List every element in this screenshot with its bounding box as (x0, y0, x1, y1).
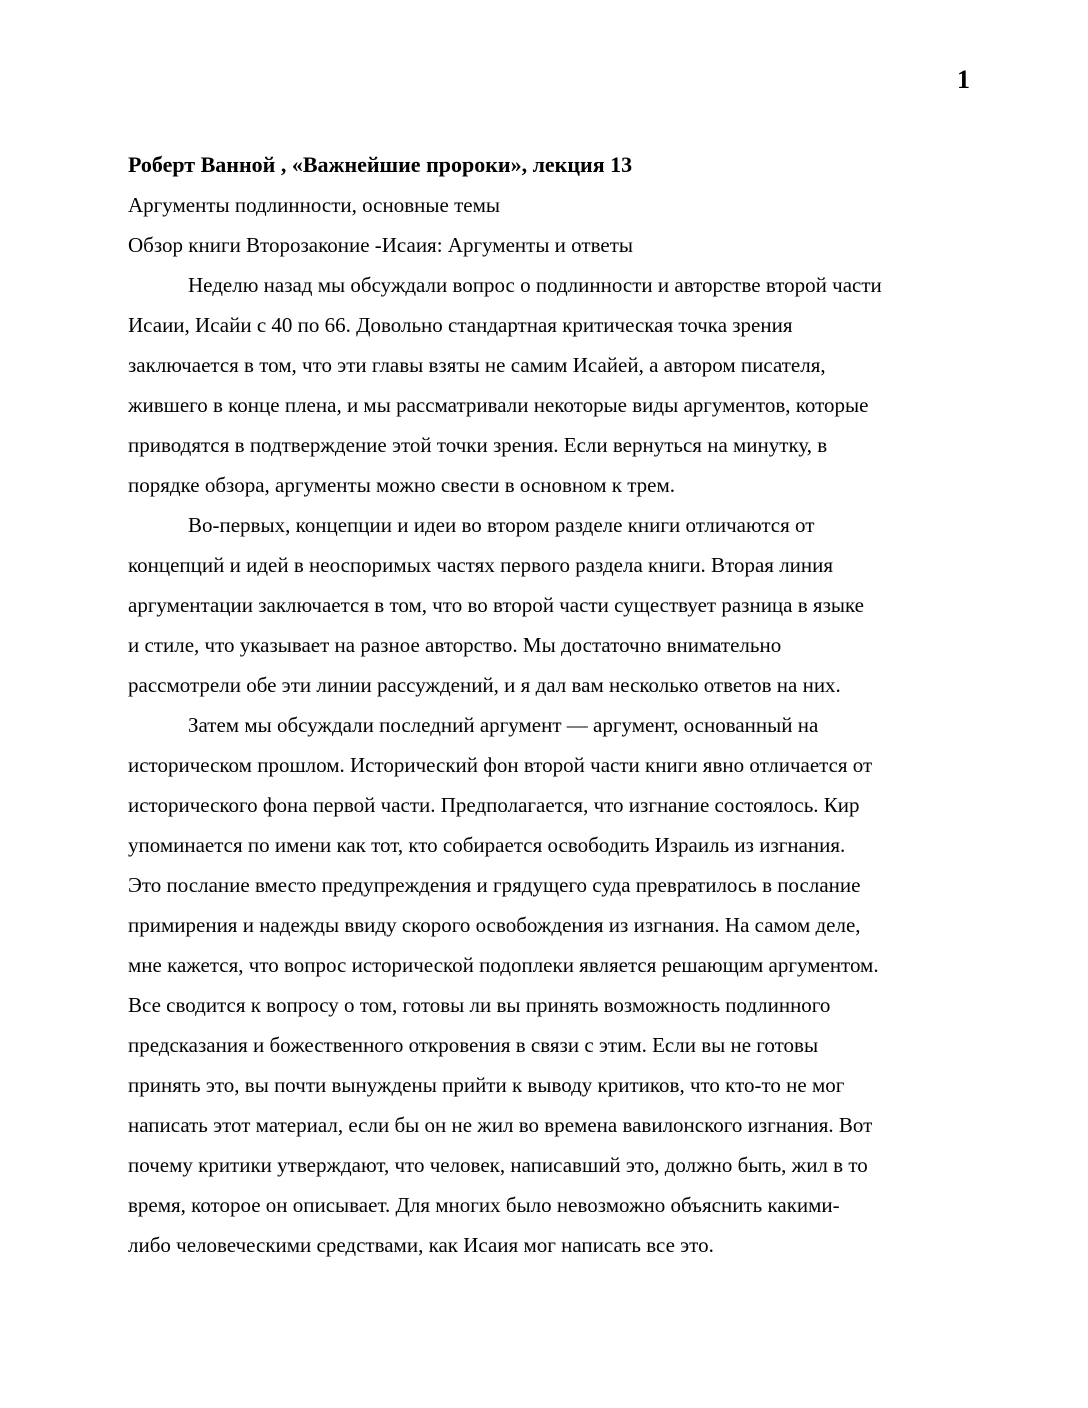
paragraph-1 (128, 265, 963, 505)
subtitle-topics: Аргументы подлинности, основные темы (128, 193, 500, 217)
paragraph-line: почему критики утверждают, что человек, написавший это, должно быть, жил в то (128, 1153, 868, 1177)
paragraph-line: Во-первых, концепции и идеи во втором разделе книги отличаются от (188, 513, 815, 537)
paragraph-line: историческом прошлом. Исторический фон второй части книги явно отличается от (128, 753, 873, 777)
subtitle-overview: Обзор книги Второзаконие -Исаия: Аргументы и ответы (128, 233, 633, 257)
paragraph-line: Исаии, Исайи с 40 по 66. Довольно стандартная критическая точка зрения (128, 313, 793, 337)
paragraph-line: жившего в конце плена, и мы рассматривали некоторые виды аргументов, которые (128, 393, 869, 417)
paragraph-line: мне кажется, что вопрос исторической подоплеки является решающим аргументом. (128, 953, 879, 977)
paragraph-line: написать этот материал, если бы он не жил во времена вавилонского изгнания. Вот (128, 1113, 873, 1137)
paragraph-line: время, которое он описывает. Для многих было невозможно объяснить какими- (128, 1193, 840, 1217)
paragraph-line: порядке обзора, аргументы можно свести в основном к трем. (128, 473, 676, 497)
lecture-title: Роберт Ванной , «Важнейшие пророки», лекция 13 (128, 152, 633, 177)
paragraph-line: исторического фона первой части. Предполагается, что изгнание состоялось. Кир (128, 793, 860, 817)
paragraph-line: предсказания и божественного откровения в связи с этим. Если вы не готовы (128, 1033, 819, 1057)
paragraph-3 (128, 705, 963, 1265)
paragraph-line: примирения и надежды ввиду скорого освобождения из изгнания. На самом деле, (128, 913, 861, 937)
paragraph-line: принять это, вы почти вынуждены прийти к выводу критиков, что кто-то не мог (128, 1073, 845, 1097)
document-content (128, 145, 963, 1265)
paragraph-2 (128, 505, 963, 705)
paragraph-line: Затем мы обсуждали последний аргумент — аргумент, основанный на (188, 713, 819, 737)
paragraph-line: заключается в том, что эти главы взяты не самим Исайей, а автором писателя, (128, 353, 826, 377)
paragraph-line: приводятся в подтверждение этой точки зрения. Если вернуться на минутку, в (128, 433, 828, 457)
paragraph-line: Это послание вместо предупреждения и грядущего суда превратилось в послание (128, 873, 861, 897)
paragraph-line: Неделю назад мы обсуждали вопрос о подлинности и авторстве второй части (188, 273, 882, 297)
paragraph-line: либо человеческими средствами, как Исаия мог написать все это. (128, 1233, 714, 1257)
paragraph-line: Все сводится к вопросу о том, готовы ли вы принять возможность подлинного (128, 993, 831, 1017)
paragraph-line: концепций и идей в неоспоримых частях первого раздела книги. Вторая линия (128, 553, 834, 577)
paragraph-line: аргументации заключается в том, что во второй части существует разница в языке (128, 593, 864, 617)
paragraph-line: рассмотрели обе эти линии рассуждений, и я дал вам несколько ответов на них. (128, 673, 841, 697)
page-number: 1 (957, 65, 970, 94)
paragraph-line: и стиле, что указывает на разное авторство. Мы достаточно внимательно (128, 633, 782, 657)
paragraph-line: упоминается по имени как тот, кто собирается освободить Израиль из изгнания. (128, 833, 846, 857)
